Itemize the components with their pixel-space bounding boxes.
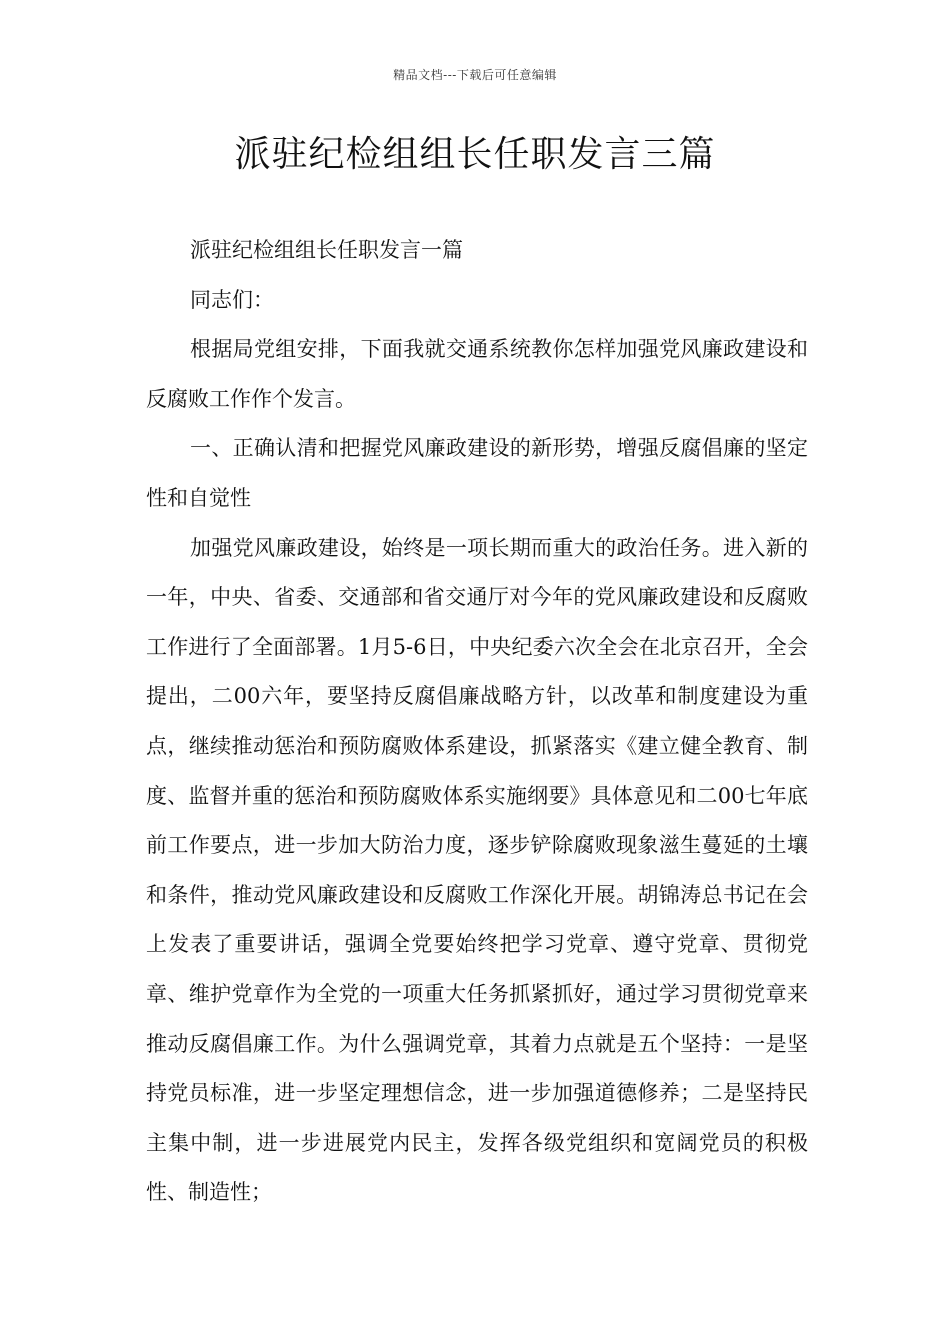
intro-paragraph: 根据局党组安排，下面我就交通系统教你怎样加强党风廉政建设和反腐败工作作个发言。 xyxy=(146,337,808,411)
salutation-paragraph: 同志们： xyxy=(190,287,274,312)
section-heading-paragraph: 一、正确认清和把握党风廉政建设的新形势，增强反腐倡廉的坚定性和自觉性 xyxy=(146,436,808,510)
subtitle-paragraph: 派驻纪检组组长任职发言一篇 xyxy=(190,238,463,262)
body-paragraph: 加强党风廉政建设，始终是一项长期而重大的政治任务。进入新的一年，中央、省委、交通部和省交通厅对今年的党风廉政建设和反腐败工作进行了全面部署。1月5-6日，中央纪委六次全会在北京召开，全会提出，二00六年，要坚持反腐倡廉战略方针，以改革和制度建设为重点，继续推动惩治和预防腐败体系建设，抓紧落实《建立健全教育、制度、监督并重的惩治和预防腐败体系实施纲要》具体意见和二00七年底前工作要点，进一步加大防治力度，逐步铲除腐败现象滋生蔓延的土壤和条件，推动党风廉政建设和反腐败工作深化开展。胡锦涛总书记在会上发表了重要讲话，强调全党要始终把学习党章、遵守党章、贯彻党章、维护党章作为全党的一项重大任务抓紧抓好，通过学习贯彻党章来推动反腐倡廉工作。为什么强调党章，其着力点就是五个坚持：一是坚持党员标准，进一步坚定理想信念，进一步加强道德修养；二是坚持民主集中制，进一步进展党内民主，发挥各级党组织和宽阔党员的积极性、制造性； xyxy=(146,535,808,1205)
document-title: 派驻纪检组组长任职发言三篇 xyxy=(234,134,716,175)
document-body xyxy=(146,226,808,1218)
header-note: 精品文档---下载后可任意编辑 xyxy=(393,68,557,82)
